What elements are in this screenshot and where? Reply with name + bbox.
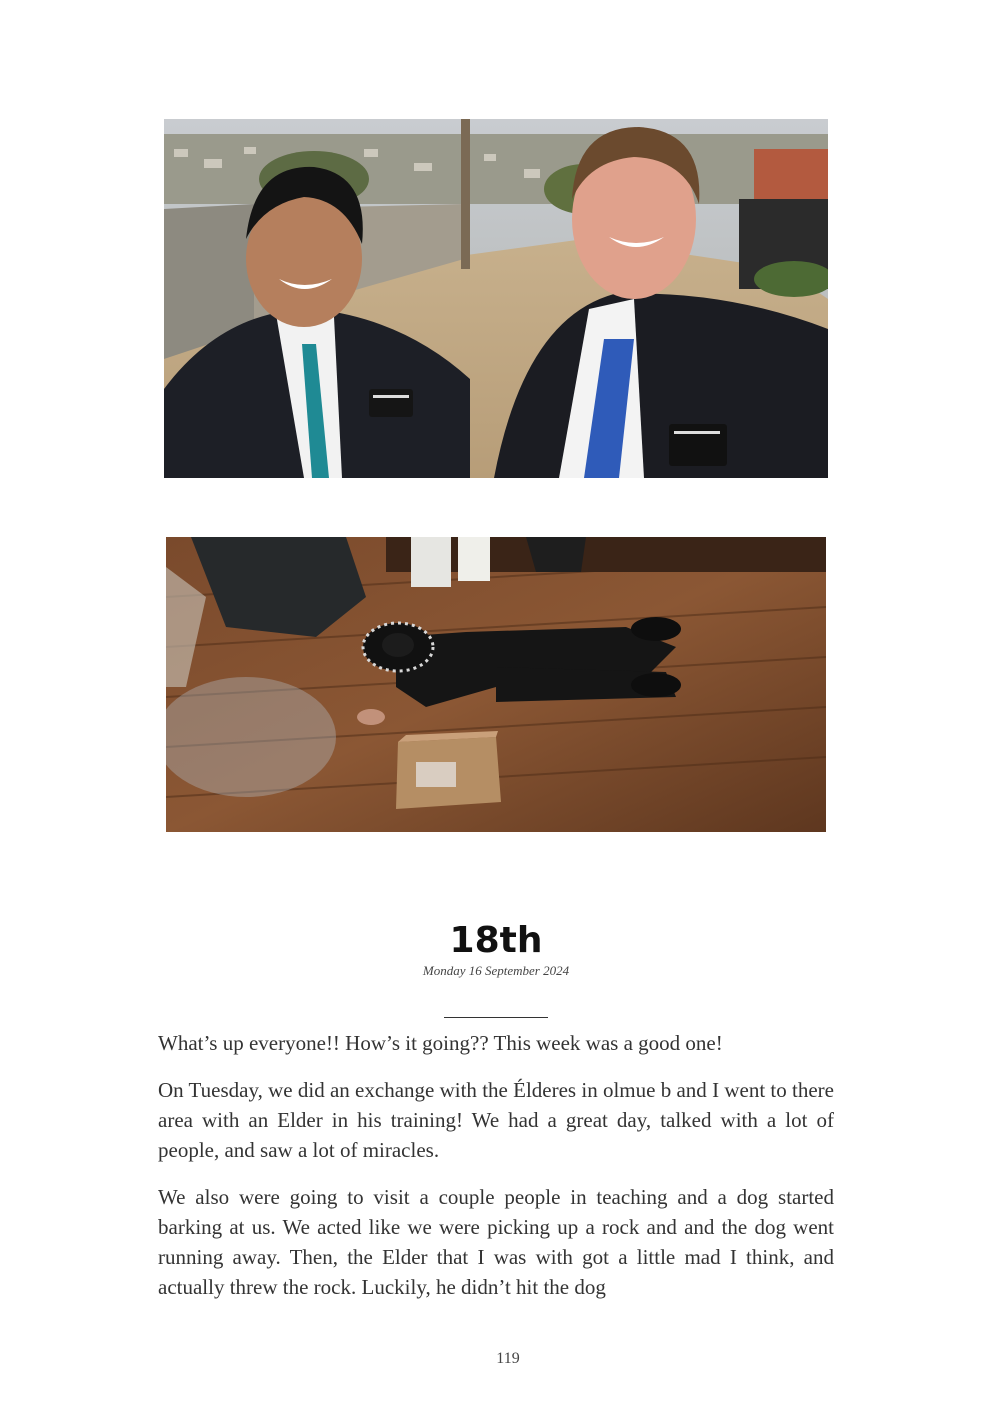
floor-sombrero-photo [166,537,826,832]
entry-date: Monday 16 September 2024 [422,963,570,978]
section-divider [444,1017,548,1018]
paragraph: What’s up everyone!! How’s it going?? This week was a good one! [158,1031,723,1055]
entry-title: 18th [449,920,543,961]
paragraph: On Tuesday, we did an exchange with the Élderes in olmue b and I went to there area with an Elder in his training! We had a great day, talked with a lot of people, and saw a lot of miracles. [158,1078,834,1162]
entry-body [158,1028,834,1319]
missionaries-selfie-photo [164,119,828,478]
paragraph: We also were going to visit a couple people in teaching and a dog started barking at us. We acted like we were picking up a rock and and the dog went running away. Then, the Elder that I was with got a little mad I think, and actually threw the rock. Luckily, he didn’t hit the dog [158,1185,834,1299]
page-number: 119 [496,1350,520,1367]
